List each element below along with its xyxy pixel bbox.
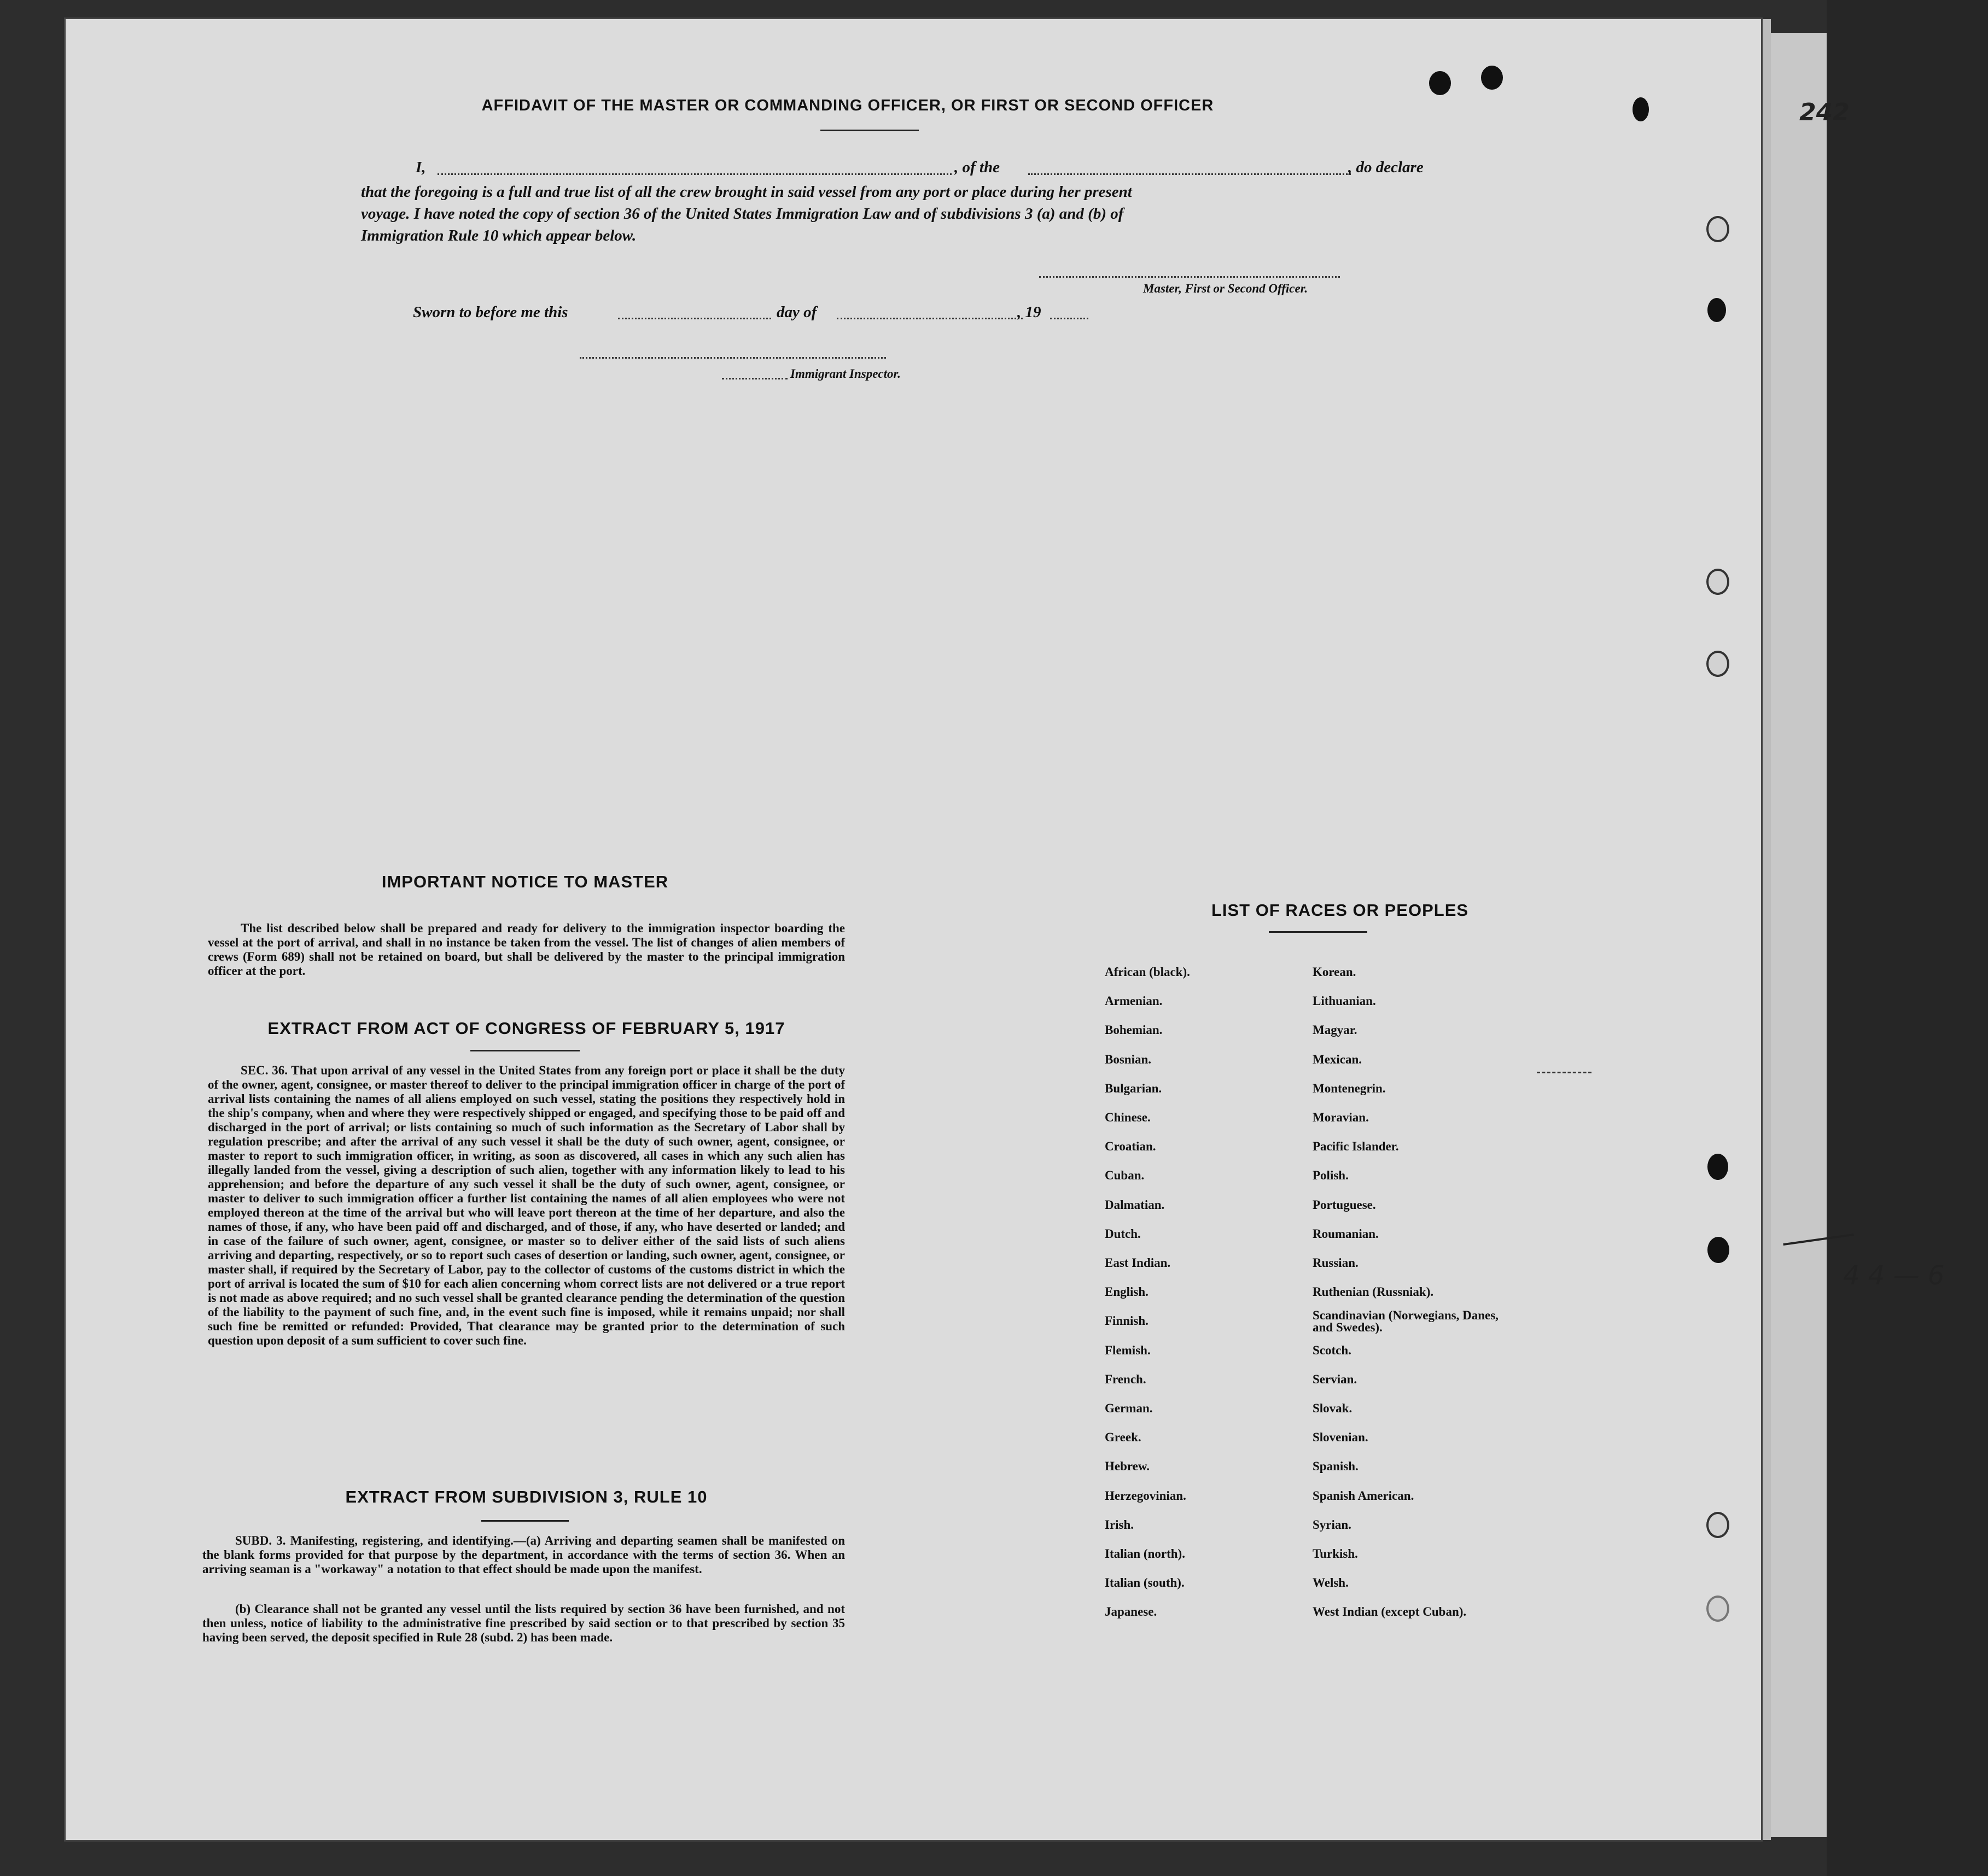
race-item: East Indian. [1105, 1256, 1171, 1270]
races-title: LIST OF RACES OR PEOPLES [1211, 901, 1469, 920]
race-item: German. [1105, 1401, 1153, 1415]
race-item: Irish. [1105, 1517, 1134, 1532]
race-item: Pacific Islander. [1313, 1139, 1399, 1154]
sworn-day-of: day of [777, 303, 817, 321]
master-signature-label: Master, First or Second Officer. [1143, 282, 1308, 295]
binder-hole [1429, 71, 1451, 95]
race-item: Montenegrin. [1313, 1081, 1386, 1095]
affidavit-line-2: that the foregoing is a full and true list of all the crew brought in said vessel from any port or place during her present [361, 183, 1132, 201]
sworn-text: Sworn to before me this [413, 303, 568, 321]
right-dark-edge [1827, 0, 1988, 1876]
binder-hole [1706, 1596, 1729, 1622]
race-item: English. [1105, 1285, 1149, 1299]
race-item: Spanish. [1313, 1459, 1359, 1474]
race-item: Dutch. [1105, 1226, 1141, 1241]
inspector-prefix-line [722, 378, 788, 379]
race-item: Korean. [1313, 965, 1356, 979]
binder-hole [1707, 298, 1726, 322]
act-extract-title: EXTRACT FROM ACT OF CONGRESS OF FEBRUARY 5, 1917 [267, 1019, 785, 1038]
race-item: Mexican. [1313, 1052, 1362, 1066]
inspector-signature-line [580, 357, 886, 359]
sworn-year: , 19 [1017, 303, 1041, 321]
handwritten-margin-note: 4 4 — 6 [1843, 1260, 1945, 1291]
race-item: Scandinavian (Norwegians, Danes, and Swedes). [1313, 1308, 1499, 1335]
race-item: Hebrew. [1105, 1459, 1150, 1474]
race-item: Slovenian. [1313, 1430, 1368, 1445]
binder-hole [1707, 1237, 1729, 1263]
rule-extract-rule [481, 1520, 569, 1522]
race-item: Magyar. [1313, 1023, 1357, 1037]
race-item: Russian. [1313, 1256, 1359, 1270]
handwritten-page-number: 242 [1799, 98, 1850, 126]
binder-hole [1633, 97, 1649, 121]
notice-title: IMPORTANT NOTICE TO MASTER [381, 872, 669, 891]
declarant-name-line [438, 173, 952, 175]
sworn-year-line [1050, 318, 1088, 319]
sworn-day-line [618, 318, 771, 319]
binder-hole [1481, 66, 1503, 90]
race-item: Welsh. [1313, 1576, 1349, 1590]
stray-dash-line [1537, 1072, 1591, 1073]
race-item: Ruthenian (Russniak). [1313, 1285, 1434, 1299]
race-item: French. [1105, 1372, 1146, 1386]
race-item: Syrian. [1313, 1517, 1351, 1532]
affidavit-of-the: , of the [954, 159, 1000, 176]
binder-hole [1707, 1154, 1728, 1180]
form-page [66, 19, 1761, 1840]
race-item: Bosnian. [1105, 1052, 1152, 1066]
binder-hole [1706, 651, 1729, 677]
race-item: Armenian. [1105, 994, 1163, 1008]
race-item: Turkish. [1313, 1547, 1358, 1561]
race-item: Bohemian. [1105, 1023, 1163, 1037]
race-item: Polish. [1313, 1168, 1349, 1183]
sworn-month-line [837, 318, 1023, 319]
affidavit-title-rule [820, 130, 919, 131]
race-item: Greek. [1105, 1430, 1141, 1445]
notice-text: The list described below shall be prepared and ready for delivery to the immigration inspector boarding the vessel at the port of arrival, and shall in no instance be taken from the vessel. The list of changes of alien members of crews (Form 689) shall not be retained on board, but shall be delivered by the master to the principal immigration officer at the port. [208, 921, 845, 978]
races-title-rule [1269, 931, 1367, 933]
affidavit-line-4: Immigration Rule 10 which appear below. [361, 227, 637, 244]
race-item: Flemish. [1105, 1343, 1151, 1357]
race-item: Herzegovinian. [1105, 1488, 1186, 1503]
race-item: Servian. [1313, 1372, 1357, 1386]
race-item: Slovak. [1313, 1401, 1352, 1415]
rule-extract-para-b: (b) Clearance shall not be granted any vessel until the lists required by section 36 have been furnished, and not then unless, notice of liability to the administrative fine prescribed by said section or to that prescribed by section 35 having been served, the deposit specified in Rule 28 (subd. 2) has been made. [202, 1602, 845, 1644]
race-item: Croatian. [1105, 1139, 1156, 1154]
rule-extract-para-a: SUBD. 3. Manifesting, registering, and identifying.—(a) Arriving and departing seamen shall be manifested on the blank forms provided for that purpose by the department, in accordance with the terms of section 36. When an arriving seaman is a "workaway" a notation to that effect should be made upon the manifest. [202, 1534, 845, 1576]
rule-extract-title: EXTRACT FROM SUBDIVISION 3, RULE 10 [345, 1487, 708, 1506]
race-item: Dalmatian. [1105, 1197, 1165, 1212]
affidavit-title: AFFIDAVIT OF THE MASTER OR COMMANDING OFFICER, OR FIRST OR SECOND OFFICER [481, 97, 1214, 114]
race-item: Roumanian. [1313, 1226, 1379, 1241]
race-item: Moravian. [1313, 1111, 1369, 1124]
vessel-name-line [1028, 173, 1351, 175]
race-item: Cuban. [1105, 1168, 1145, 1183]
binder-hole [1706, 1512, 1729, 1538]
act-extract-rule [470, 1050, 580, 1051]
race-item: Bulgarian. [1105, 1081, 1162, 1095]
race-item: West Indian (except Cuban). [1313, 1605, 1467, 1619]
affidavit-line-3: voyage. I have noted the copy of section 36 of the United States Immigration Law and of subdivisions 3 (a) and (b) of [361, 205, 1124, 223]
race-item: Portuguese. [1313, 1197, 1376, 1212]
race-item: Lithuanian. [1313, 994, 1376, 1008]
race-item: Scotch. [1313, 1343, 1351, 1357]
race-item: African (black). [1105, 965, 1190, 979]
race-item: Italian (south). [1105, 1576, 1185, 1590]
race-item: Spanish American. [1313, 1488, 1414, 1503]
inspector-label: Immigrant Inspector. [790, 367, 901, 381]
master-signature-line [1039, 276, 1340, 278]
affidavit-i: I, [416, 159, 426, 176]
act-extract-text: SEC. 36. That upon arrival of any vessel in the United States from any foreign port or place it shall be the duty of the owner, agent, consignee, or master thereof to deliver to the principal immigration officer in charge of the port of arrival lists containing the names of all aliens employed on such vessel, stating the positions they respectively hold in the ship's company, when and where they were respectively shipped or engaged, and specifying those to be paid off and discharged in the port of arrival; or lists containing so much of such information as the Secretary of Labor shall by regulation prescribe; and after the arrival of any such vessel it shall be the duty of such owner, agent, consignee, or master to report to such immigration officer, in writing, as soon as discovered, all cases in which any such alien has illegally landed from the vessel, giving a description of such alien, together with any information likely to lead to his apprehension; and before the departure of any such vessel it shall be the duty of such owner, agent, consignee, or master to deliver to such immigration officer a further list containing the names of all alien employees who were not employed thereon at the time of the arrival but who will leave port thereon at the time of her departure, and also the names of those, if any, who have been paid off and discharged, and of those, if any, who have deserted or landed; and in case of the failure of such owner, agent, consignee, or master so to deliver either of the said lists of such aliens arriving and departing, respectively, or so to report such cases of desertion or landing, such owner, agent, consignee, or master shall, if required by the Secretary of Labor, pay to the collector of customs of the customs district in which the port of arrival is located the sum of $10 for each alien concerning whom correct lists are not delivered or a true report is not made as above required; and no such vessel shall be granted clearance pending the determination of the question of the liability to the payment of such fine, and, in the event such fine is imposed, while it remains unpaid; nor shall such fine be remitted or refunded: Provided, That clearance may be granted prior to the determination of such question upon deposit of a sum sufficient to cover such fine. [208, 1063, 845, 1347]
binder-hole [1706, 216, 1729, 242]
race-item: Chinese. [1105, 1111, 1151, 1124]
race-item: Japanese. [1105, 1605, 1157, 1619]
race-item: Finnish. [1105, 1314, 1149, 1328]
race-item: Italian (north). [1105, 1547, 1185, 1561]
binder-hole [1706, 569, 1729, 595]
affidavit-do-declare: , do declare [1348, 159, 1424, 176]
